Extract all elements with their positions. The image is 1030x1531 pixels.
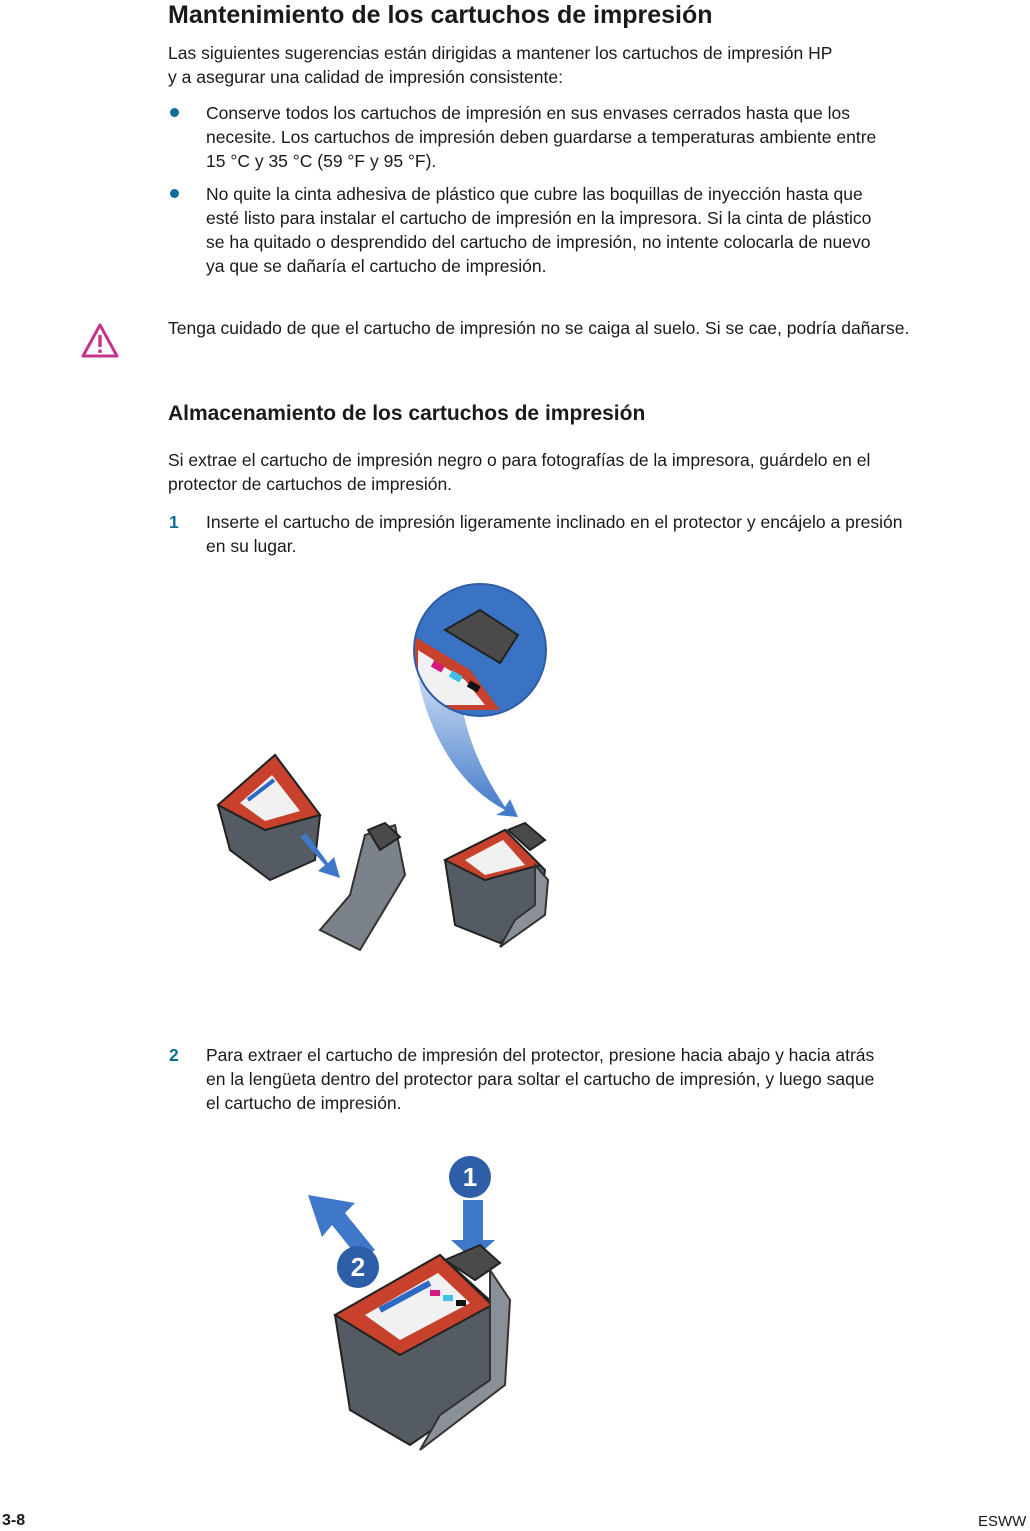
bullet-line: No quite la cinta adhesiva de plástico que cubre las boquillas de inyección hasta que [206,184,863,204]
storage-intro-line: protector de cartuchos de impresión. [168,474,453,494]
bullet-line: se ha quitado o desprendido del cartucho de impresión, no intente colocarla de nuevo [206,232,871,252]
step-number: 1 [169,512,179,532]
bullet-icon [170,189,179,198]
step-line: Para extraer el cartucho de impresión del protector, presione hacia abajo y hacia atrás [206,1045,875,1065]
callout-2-label: 2 [350,1252,366,1282]
caution-text: Tenga cuidado de que el cartucho de impresión no se caiga al suelo. Si se cae, podría dañarse. [168,318,910,338]
storage-intro [168,448,870,496]
bullet-line: esté listo para instalar el cartucho de impresión en la impresora. Si la cinta de plástico [206,208,872,228]
cartridge-insert-illustration [200,575,560,965]
section-heading: Almacenamiento de los cartuchos de impresión [168,402,646,425]
bullet-line: necesite. Los cartuchos de impresión deben guardarse a temperaturas ambiente entre [206,127,877,147]
step-text [206,510,1026,558]
step-number: 2 [169,1045,179,1065]
step-line: el cartucho de impresión. [206,1093,402,1113]
step-line: Inserte el cartucho de impresión ligeramente inclinado en el protector y encájelo a presión [206,512,903,532]
bullet-item [206,182,1026,278]
bullet-item [206,101,1026,173]
bullet-line: Conserve todos los cartuchos de impresión en sus envases cerrados hasta que los [206,103,850,123]
footer-code: ESWW [978,1513,1027,1530]
step-text [206,1043,1026,1115]
caution-icon [80,321,120,361]
page-title: Mantenimiento de los cartuchos de impresión [168,1,713,29]
bullet-line: 15 °C y 35 °C (59 °F y 95 °F). [206,151,437,171]
page-number: 3-8 [2,1512,26,1529]
bullet-line: ya que se dañaría el cartucho de impresión. [206,256,547,276]
callout-1-label: 1 [462,1162,478,1192]
cartridge-remove-illustration [300,1155,520,1455]
intro-line: y a asegurar una calidad de impresión consistente: [168,67,563,87]
step-line: en la lengüeta dentro del protector para soltar el cartucho de impresión, y luego saque [206,1069,875,1089]
intro-paragraph [168,41,832,89]
intro-line: Las siguientes sugerencias están dirigidas a mantener los cartuchos de impresión HP [168,43,833,63]
storage-intro-line: Si extrae el cartucho de impresión negro o para fotografías de la impresora, guárdelo en el [168,450,871,470]
step-line: en su lugar. [206,536,297,556]
bullet-icon [170,108,179,117]
